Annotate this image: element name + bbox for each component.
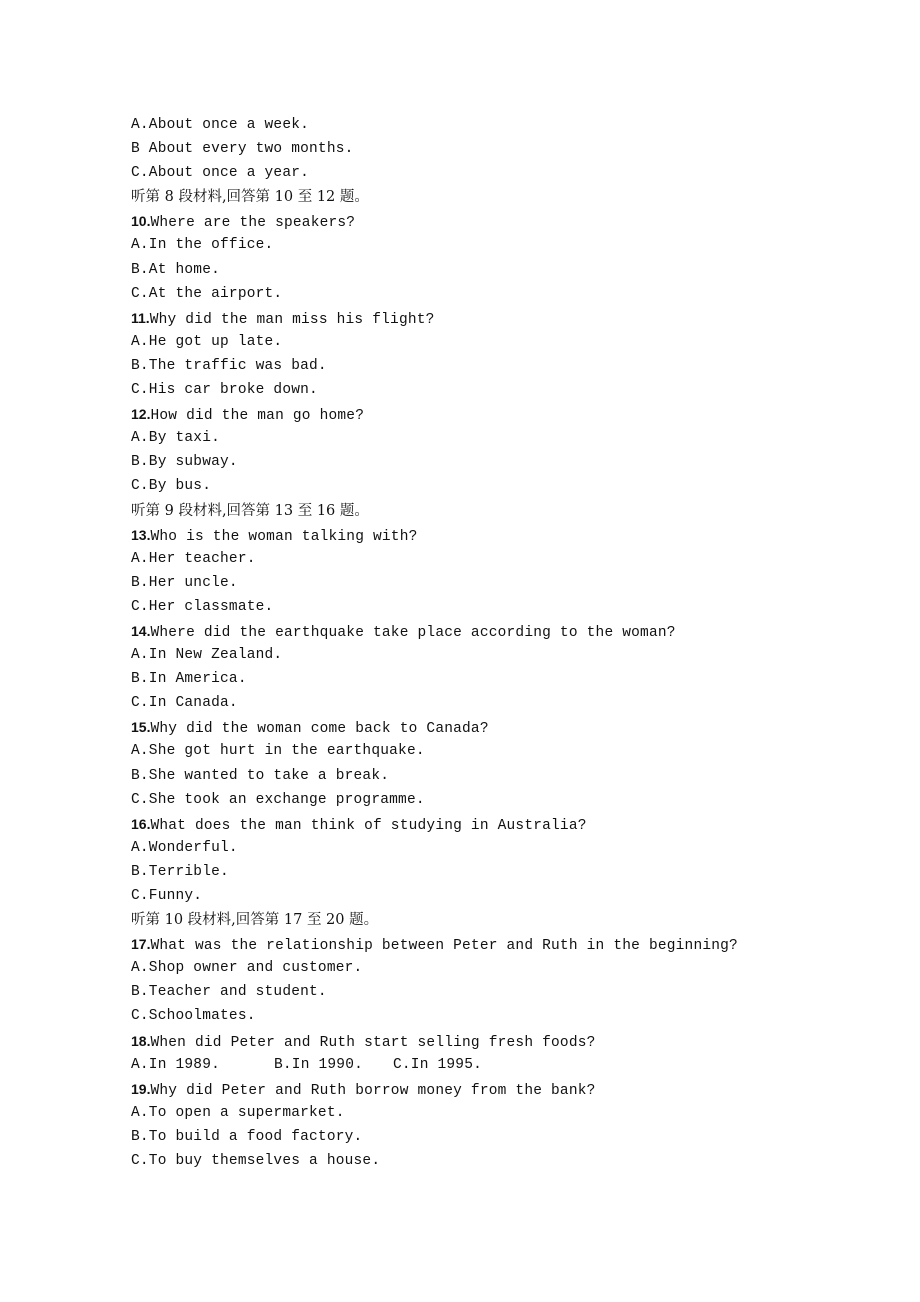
q9-option-a: A.About once a week.	[131, 117, 310, 133]
question-text: What does the man think of studying in Australia?	[150, 817, 587, 834]
question-13	[131, 523, 831, 547]
q9-option-c: C.About once a year.	[131, 165, 310, 182]
q18-option-c: C.In 1995.	[393, 1056, 483, 1073]
q19-option-a: A.To open a supermarket.	[131, 1104, 345, 1121]
q11-option-b: B.The traffic was bad.	[131, 357, 327, 374]
section-9-instruction: 听第 9 段材料,回答第 13 至 16 题。	[131, 502, 369, 519]
question-16	[131, 812, 831, 836]
question-text: How did the man go home?	[150, 408, 365, 425]
section-10-instruction: 听第 10 段材料,回答第 17 至 20 题。	[131, 912, 379, 929]
q15-option-a: A.She got hurt in the earthquake.	[131, 743, 425, 760]
question-11	[131, 306, 831, 330]
q16-option-b: B.Terrible.	[131, 863, 229, 880]
q16-option-c: C.Funny.	[131, 888, 203, 904]
question-text: Why did the man miss his flight?	[149, 311, 435, 328]
q13-option-b: B.Her uncle.	[131, 574, 238, 591]
question-number: 19.	[131, 1080, 151, 1097]
question-14	[131, 619, 831, 643]
question-number: 10.	[131, 213, 151, 230]
question-19	[131, 1077, 831, 1101]
q11-option-c: C.His car broke down.	[131, 382, 318, 399]
q9-option-b: B About every two months.	[131, 141, 354, 158]
q14-option-b: B.In America.	[131, 671, 247, 688]
q12-option-b: B.By subway.	[131, 454, 238, 471]
q14-option-c: C.In Canada.	[131, 695, 238, 712]
exam-page	[131, 113, 831, 1173]
question-number: 16.	[131, 815, 151, 832]
q11-option-a: A.He got up late.	[131, 333, 283, 350]
question-number: 13.	[131, 526, 151, 543]
question-text: When did Peter and Ruth start selling fresh foods?	[150, 1034, 596, 1051]
q10-option-a: A.In the office.	[131, 237, 274, 254]
q19-option-c: C.To buy themselves a house.	[131, 1153, 381, 1170]
q17-option-b: B.Teacher and student.	[131, 984, 327, 1001]
q10-option-b: B.At home.	[131, 261, 221, 278]
question-number: 12.	[131, 406, 151, 423]
q18-option-b: B.In 1990.	[274, 1056, 364, 1073]
question-text: What was the relationship between Peter and Ruth in the beginning?	[150, 938, 738, 955]
section-8-instruction: 听第 8 段材料,回答第 10 至 12 题。	[131, 189, 369, 206]
q14-option-a: A.In New Zealand.	[131, 647, 283, 664]
q13-option-a: A.Her teacher.	[131, 550, 256, 567]
q16-option-a: A.Wonderful.	[131, 839, 238, 856]
q19-option-b: B.To build a food factory.	[131, 1128, 363, 1145]
question-number: 17.	[131, 936, 151, 953]
q18-options	[131, 1053, 831, 1077]
question-number: 15.	[131, 719, 151, 736]
question-number: 18.	[131, 1032, 151, 1049]
question-text: Where did the earthquake take place according to the woman?	[150, 624, 676, 641]
question-text: Why did Peter and Ruth borrow money from the bank?	[150, 1082, 596, 1099]
question-18	[131, 1029, 831, 1053]
question-12	[131, 402, 831, 426]
question-15	[131, 715, 831, 739]
question-text: Where are the speakers?	[150, 215, 356, 232]
q17-option-a: A.Shop owner and customer.	[131, 960, 363, 977]
question-17	[131, 932, 831, 956]
q15-option-c: C.She took an exchange programme.	[131, 791, 425, 808]
q10-option-c: C.At the airport.	[131, 285, 283, 302]
q15-option-b: B.She wanted to take a break.	[131, 767, 390, 784]
question-text: Who is the woman talking with?	[150, 528, 418, 545]
q13-option-c: C.Her classmate.	[131, 598, 274, 615]
question-10	[131, 209, 831, 233]
q18-option-a: A.In 1989.	[131, 1056, 221, 1073]
question-text: Why did the woman come back to Canada?	[150, 721, 489, 738]
q17-option-c: C.Schoolmates.	[131, 1008, 256, 1025]
q12-option-c: C.By bus.	[131, 478, 212, 495]
q12-option-a: A.By taxi.	[131, 430, 221, 447]
question-number: 11.	[131, 309, 150, 326]
question-number: 14.	[131, 622, 151, 639]
